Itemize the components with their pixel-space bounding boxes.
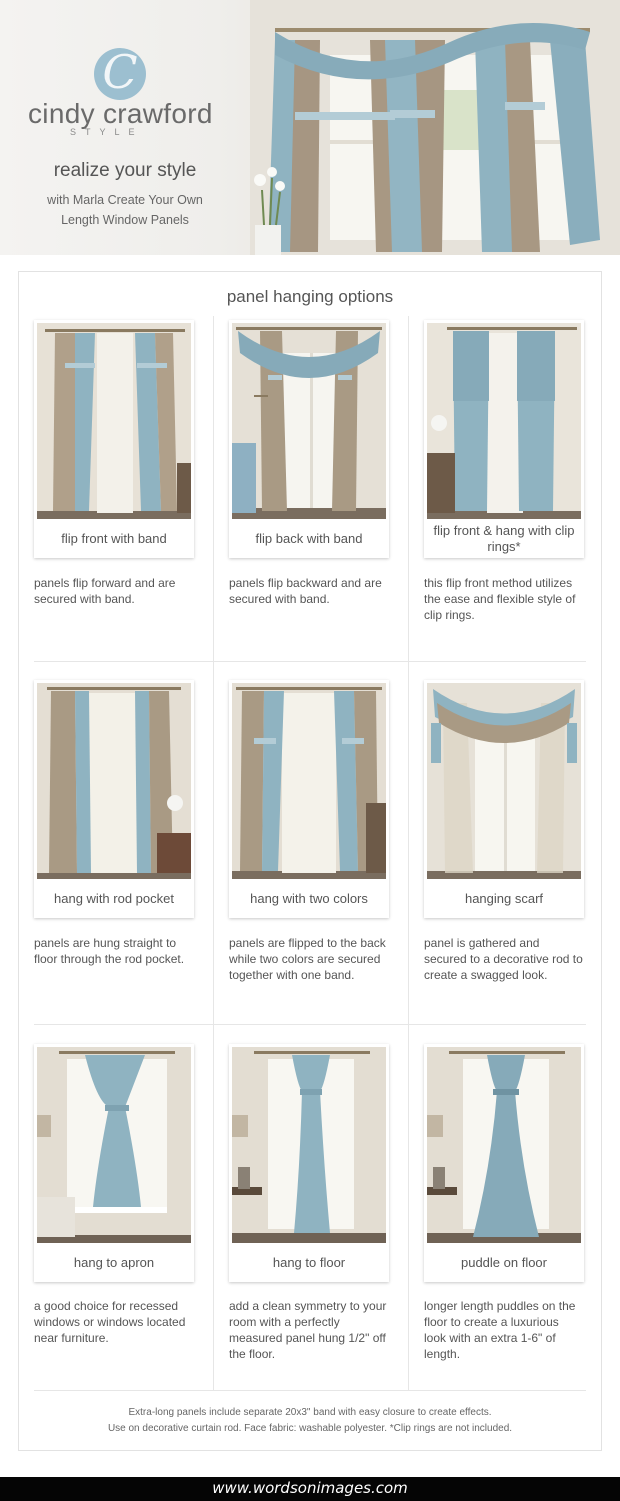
row-divider — [34, 1024, 586, 1025]
option-caption: hanging scarf — [464, 891, 544, 906]
option-card-hang-to-floor — [229, 1044, 389, 1282]
option-description: panels are hung straight to floor through the rod pocket. — [34, 936, 185, 966]
option-photo — [427, 683, 581, 879]
option-description: panels flip backward and are secured with band. — [229, 576, 382, 606]
option-photo — [37, 323, 191, 519]
option-photo — [232, 1047, 386, 1243]
option-card-hang-with-two-colors — [229, 680, 389, 918]
option-caption: hang with two colors — [250, 891, 368, 906]
option-caption: flip front & hang with clip rings* — [433, 523, 575, 554]
brand-style-label: STYLE — [70, 127, 144, 137]
option-caption: flip back with band — [255, 531, 363, 546]
footnote — [19, 1405, 601, 1437]
option-card-flip-front-with-band — [34, 320, 194, 558]
option-caption: hang with rod pocket — [54, 891, 174, 906]
option-description: panels are flipped to the back while two colors are secured together with one band. — [229, 936, 386, 982]
brand-name: cindy crawford — [28, 98, 213, 129]
column-divider — [213, 316, 214, 1391]
option-description: longer length puddles on the floor to create a luxurious look with an extra 1-6" of length. — [424, 1299, 576, 1361]
row-divider — [34, 661, 586, 662]
option-card-puddle-on-floor — [424, 1044, 584, 1282]
hero-curtain-image — [250, 0, 620, 255]
option-description: this flip front method utilizes the ease and flexible style of clip rings. — [424, 576, 576, 622]
option-card-hanging-scarf — [424, 680, 584, 918]
option-description: a good choice for recessed windows or windows located near furniture. — [34, 1299, 186, 1345]
option-photo — [232, 683, 386, 879]
option-caption: hang to floor — [272, 1255, 346, 1270]
option-card-hang-to-apron — [34, 1044, 194, 1282]
hero-banner — [0, 0, 620, 255]
option-description: panel is gathered and secured to a decorative rod to create a swagged look. — [424, 936, 583, 982]
option-card-flip-front-clip-rings — [424, 320, 584, 558]
option-caption: puddle on floor — [460, 1255, 547, 1270]
option-photo — [427, 1047, 581, 1243]
row-divider — [34, 1390, 586, 1391]
section-title: panel hanging options — [226, 287, 394, 306]
column-divider — [408, 316, 409, 1391]
footnote-line-1: Extra-long panels include separate 20x3" band with easy closure to create effects. — [128, 1407, 492, 1418]
hero-subline-line-1: with Marla Create Your Own — [47, 193, 203, 207]
option-photo — [37, 683, 191, 879]
option-description: panels flip forward and are secured with band. — [34, 576, 176, 606]
option-photo — [37, 1047, 191, 1243]
hero-subline-line-2: Length Window Panels — [61, 213, 189, 227]
footnote-line-2: Use on decorative curtain rod. Face fabric: washable polyester. *Clip rings are not included. — [107, 1423, 513, 1434]
option-photo — [232, 323, 386, 519]
option-card-flip-back-with-band — [229, 320, 389, 558]
option-card-hang-with-rod-pocket — [34, 680, 194, 918]
brand-logo-letter: C — [102, 45, 138, 99]
option-caption: flip front with band — [61, 531, 167, 546]
hero-tagline: realize your style — [53, 160, 197, 181]
panel-options-card — [18, 271, 602, 1451]
watermark-text: www.wordsonimages.com — [212, 1479, 408, 1497]
option-photo — [427, 323, 581, 519]
hero-subline — [0, 190, 250, 230]
option-description: add a clean symmetry to your room with a perfectly measured panel hung 1/2" off the floor. — [229, 1299, 387, 1361]
option-caption: hang to apron — [73, 1255, 155, 1270]
